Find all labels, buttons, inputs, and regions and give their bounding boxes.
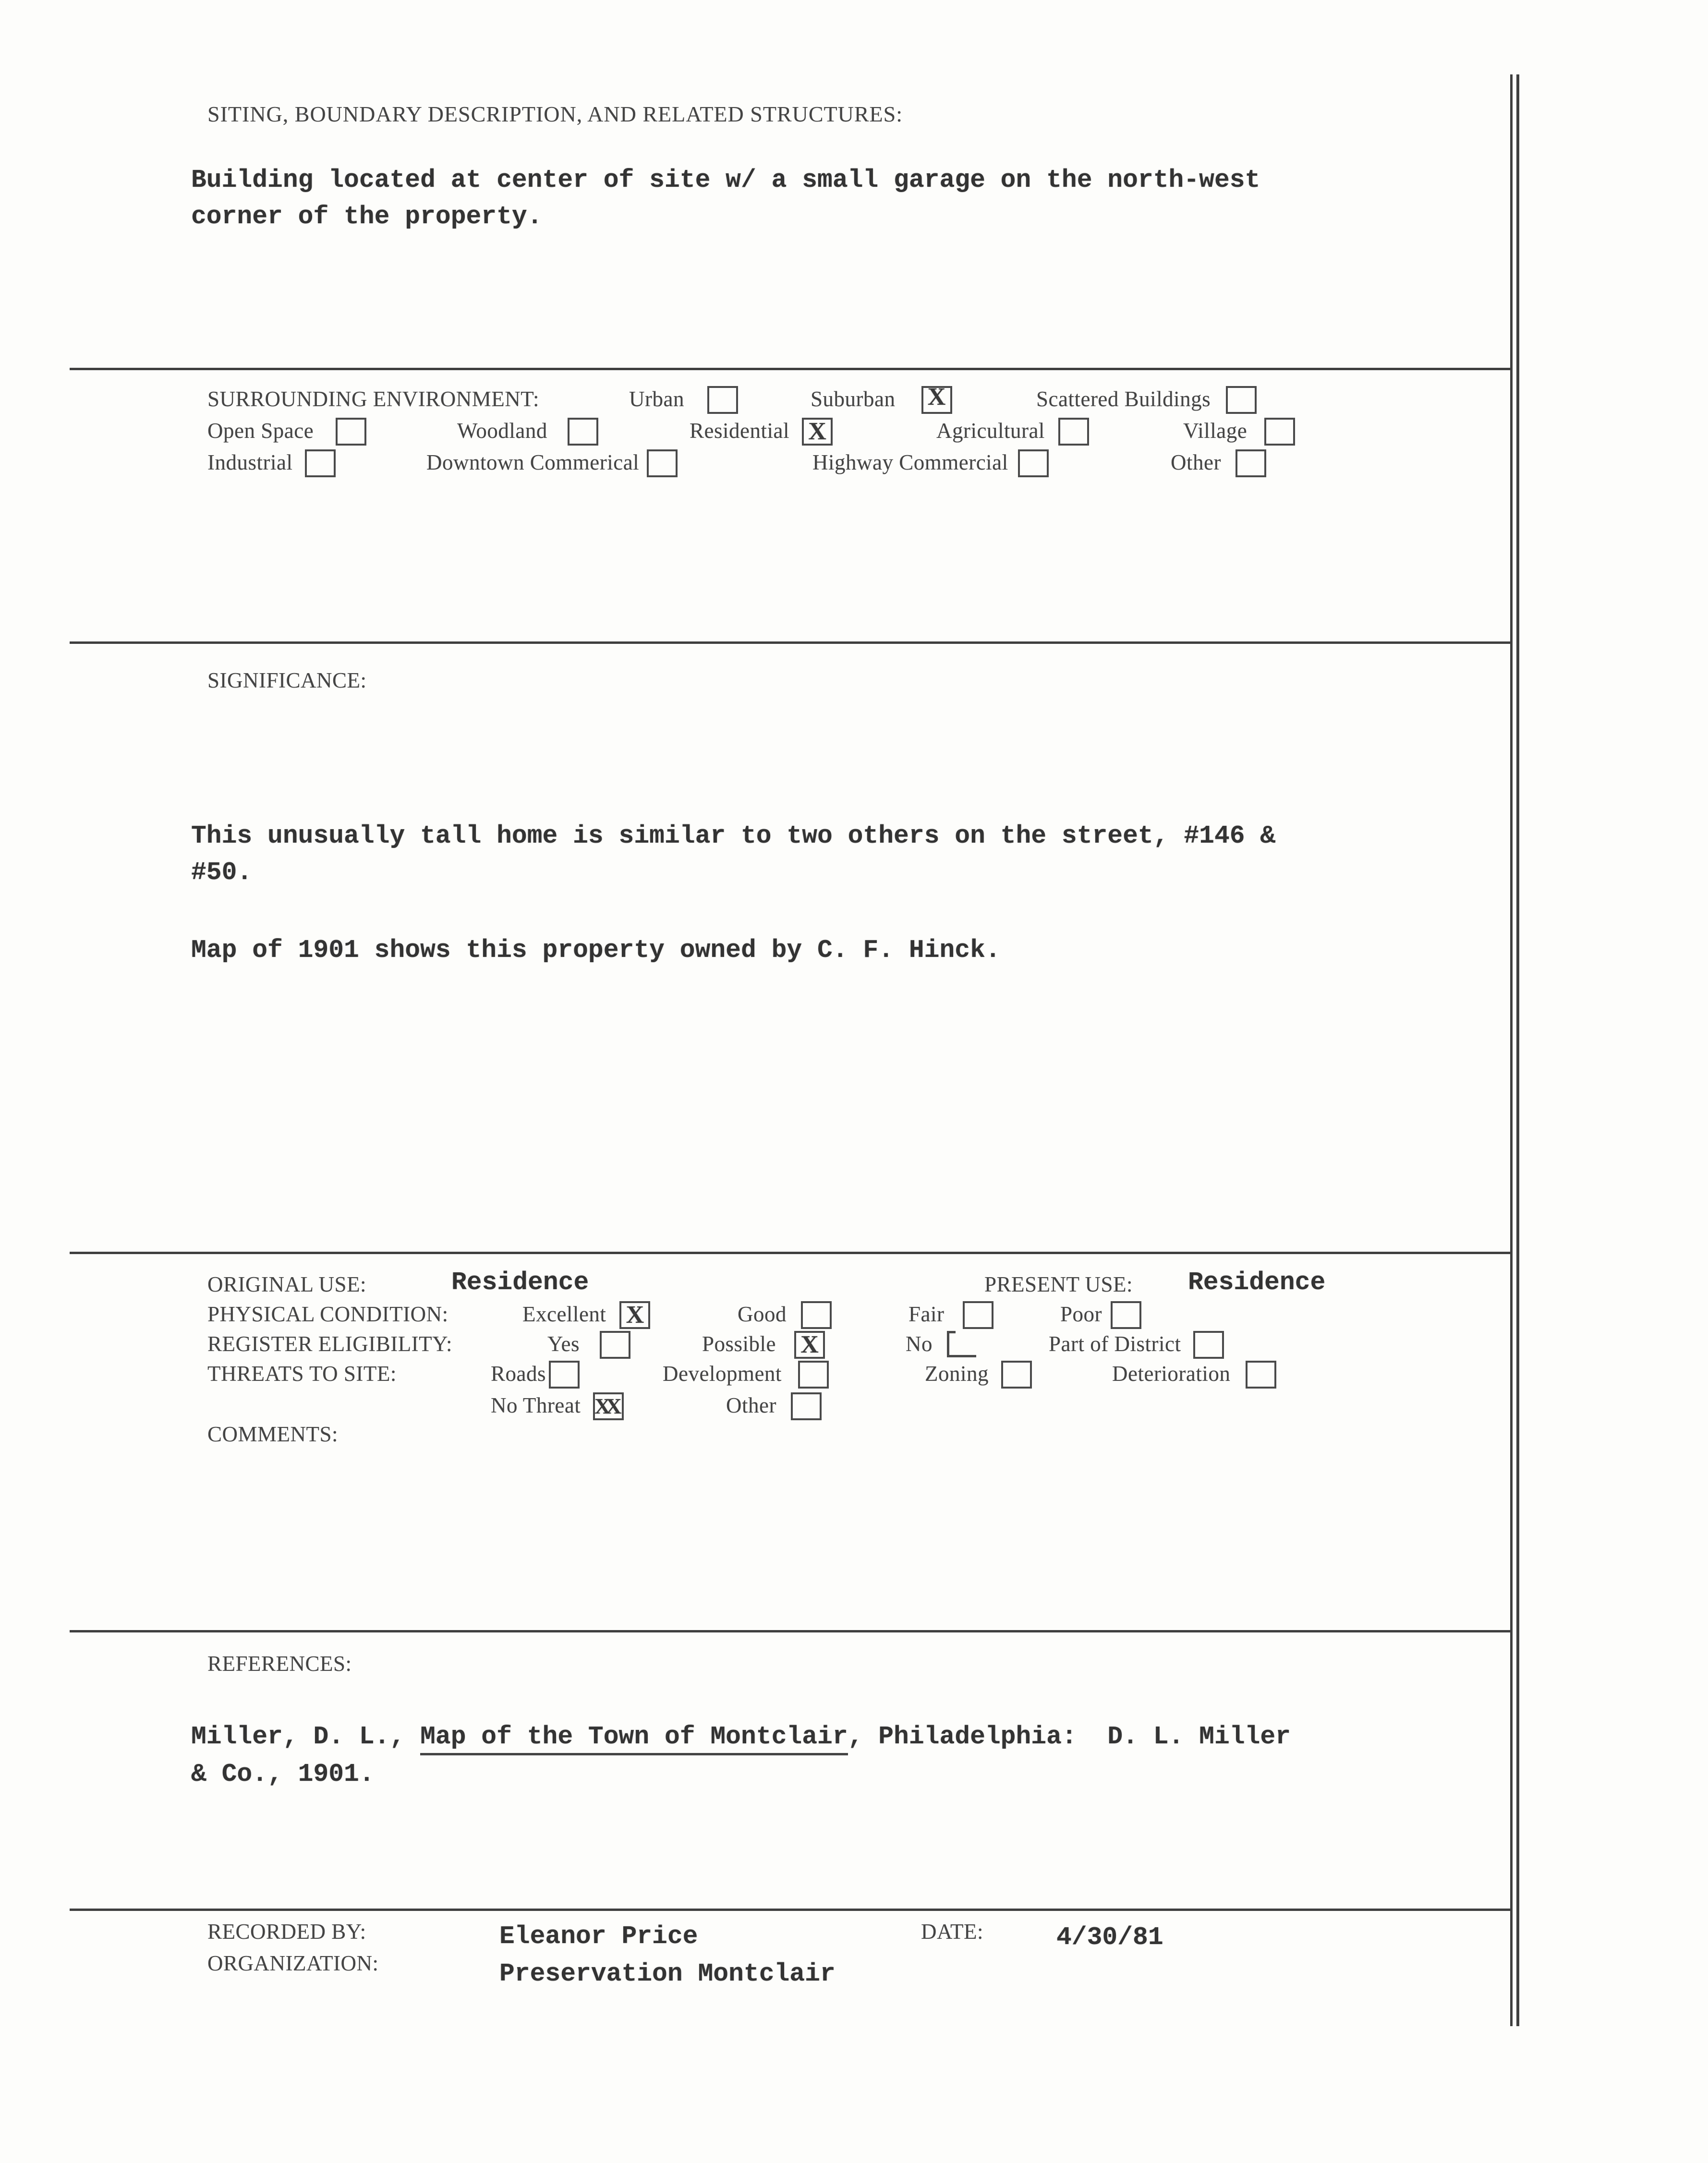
recorded-by-value: Eleanor Price [499, 1922, 698, 1951]
recorded-by-label: RECORDED BY: [207, 1920, 366, 1944]
threat-option-deterioration [1112, 1362, 1276, 1389]
x-mark: X [626, 1301, 644, 1329]
citation-prefix: Miller, D. L., [191, 1722, 421, 1751]
env-option-highway-commercial [812, 450, 1049, 477]
threat-option-label: Roads [491, 1362, 546, 1386]
right-margin-rule-inner [1510, 74, 1513, 2026]
eligibility-option-part-of-district [1049, 1332, 1224, 1359]
eligibility-option-no [906, 1332, 976, 1357]
date-value: 4/30/81 [1056, 1923, 1163, 1952]
checkbox-env-other[interactable] [1236, 449, 1266, 477]
checkbox-yes[interactable] [600, 1331, 630, 1359]
condition-option-label: Fair [909, 1302, 945, 1326]
siting-text-line1: Building located at center of site w/ a small garage on the north-west [191, 166, 1260, 194]
eligibility-option-label: Part of District [1049, 1332, 1181, 1356]
threat-option-label: Development [663, 1362, 782, 1386]
env-option-suburban [811, 383, 952, 414]
significance-line2: #50. [191, 858, 253, 887]
section-divider-3 [70, 1252, 1512, 1254]
section-divider-4 [70, 1630, 1512, 1632]
threat-option-label: Zoning [925, 1362, 989, 1386]
significance-map-line: Map of 1901 shows this property owned by C. F. Hinck. [191, 936, 1001, 965]
checkbox-no[interactable] [947, 1331, 976, 1357]
env-option-label: Highway Commercial [812, 450, 1008, 474]
checkbox-zoning[interactable] [1001, 1361, 1032, 1389]
env-option-village [1183, 419, 1295, 446]
environment-label: SURROUNDING ENVIRONMENT: [207, 387, 539, 411]
env-option-label: Residential [690, 419, 789, 443]
physical-condition-label: PHYSICAL CONDITION: [207, 1302, 448, 1326]
xx-mark: XX [594, 1394, 617, 1418]
threat-option-label: No Threat [491, 1393, 581, 1417]
env-option-industrial [207, 450, 336, 477]
present-use-label: PRESENT USE: [984, 1272, 1133, 1296]
section-divider-1 [70, 368, 1512, 370]
env-option-label: Village [1183, 419, 1248, 443]
present-use-value: Residence [1188, 1268, 1326, 1297]
checkbox-residential[interactable] [802, 418, 833, 446]
checkbox-poor[interactable] [1111, 1301, 1141, 1329]
x-mark: X [927, 383, 946, 411]
env-option-scattered-buildings [1036, 387, 1257, 414]
original-use-value: Residence [451, 1268, 589, 1297]
siting-section-label: SITING, BOUNDARY DESCRIPTION, AND RELATED STRUCTURES: [207, 102, 903, 126]
date-label: DATE: [921, 1920, 983, 1944]
significance-line1: This unusually tall home is similar to two others on the street, #146 & [191, 822, 1276, 850]
register-eligibility-label: REGISTER ELIGIBILITY: [207, 1332, 453, 1356]
condition-option-good [738, 1302, 832, 1329]
section-divider-5 [70, 1909, 1512, 1911]
threat-option-development [663, 1362, 829, 1389]
condition-option-label: Good [738, 1302, 787, 1326]
env-option-downtown-commerical [426, 450, 678, 477]
env-option-label: Downtown Commerical [426, 450, 640, 474]
checkbox-possible[interactable] [794, 1331, 825, 1359]
checkbox-fair[interactable] [963, 1301, 993, 1329]
threat-option-zoning [925, 1362, 1032, 1389]
checkbox-downtown-commerical[interactable] [647, 449, 678, 477]
env-option-label: Scattered Buildings [1036, 387, 1211, 411]
x-mark: X [800, 1331, 819, 1358]
checkbox-scattered-buildings[interactable] [1226, 386, 1257, 414]
condition-option-fair [909, 1302, 993, 1329]
threats-label: THREATS TO SITE: [207, 1362, 397, 1386]
checkbox-woodland[interactable] [568, 418, 598, 446]
checkbox-part-of-district[interactable] [1193, 1331, 1224, 1359]
env-option-label: Industrial [207, 450, 293, 474]
env-option-agricultural [936, 419, 1089, 446]
checkbox-development[interactable] [798, 1361, 829, 1389]
right-margin-rule-outer [1516, 74, 1519, 2026]
organization-value: Preservation Montclair [499, 1959, 836, 1988]
checkbox-roads[interactable] [549, 1361, 580, 1389]
checkbox-suburban[interactable] [921, 383, 952, 414]
reference-citation-line2: & Co., 1901. [191, 1760, 375, 1788]
siting-text-line2: corner of the property. [191, 202, 543, 231]
threat-option-other [726, 1393, 822, 1420]
checkbox-threat-other[interactable] [791, 1392, 822, 1420]
condition-option-poor [1060, 1302, 1141, 1329]
checkbox-urban[interactable] [707, 386, 738, 414]
eligibility-option-label: No [906, 1332, 933, 1356]
condition-option-label: Excellent [522, 1302, 606, 1326]
env-option-label: Other [1171, 450, 1221, 474]
checkbox-agricultural[interactable] [1058, 418, 1089, 446]
env-option-label: Agricultural [936, 419, 1045, 443]
eligibility-option-yes [547, 1332, 630, 1359]
checkbox-open-space[interactable] [336, 418, 366, 446]
reference-citation-line1 [191, 1720, 1291, 1754]
env-option-label: Urban [629, 387, 684, 411]
significance-label: SIGNIFICANCE: [207, 668, 367, 692]
section-divider-2 [70, 641, 1512, 644]
condition-option-label: Poor [1060, 1302, 1102, 1326]
env-option-urban [629, 387, 738, 414]
threat-option-label: Deterioration [1112, 1362, 1231, 1386]
checkbox-no-threat[interactable] [593, 1392, 624, 1420]
citation-suffix: , Philadelphia: D. L. Miller [848, 1722, 1291, 1751]
references-label: REFERENCES: [207, 1652, 352, 1676]
env-option-other [1171, 450, 1266, 477]
organization-label: ORGANIZATION: [207, 1951, 379, 1975]
env-option-label: Suburban [811, 387, 896, 411]
threat-option-no-threat [491, 1393, 624, 1420]
checkbox-industrial[interactable] [305, 449, 336, 477]
x-mark: X [808, 418, 826, 445]
threat-option-label: Other [726, 1393, 776, 1417]
citation-title-underlined: Map of the Town of Montclair [420, 1722, 848, 1755]
eligibility-option-label: Yes [547, 1332, 580, 1356]
env-option-label: Woodland [457, 419, 547, 443]
env-option-label: Open Space [207, 419, 314, 443]
checkbox-village[interactable] [1264, 418, 1295, 446]
threat-option-roads [491, 1362, 580, 1389]
env-option-open-space [207, 419, 366, 446]
eligibility-option-possible [702, 1332, 825, 1359]
condition-option-excellent [522, 1302, 650, 1329]
original-use-label: ORIGINAL USE: [207, 1272, 367, 1296]
checkbox-highway-commercial[interactable] [1018, 449, 1049, 477]
checkbox-good[interactable] [801, 1301, 832, 1329]
env-option-residential [690, 419, 833, 446]
comments-label: COMMENTS: [207, 1422, 339, 1446]
checkbox-excellent[interactable] [619, 1301, 650, 1329]
eligibility-option-label: Possible [702, 1332, 776, 1356]
env-option-woodland [457, 419, 598, 446]
checkbox-deterioration[interactable] [1246, 1361, 1276, 1389]
